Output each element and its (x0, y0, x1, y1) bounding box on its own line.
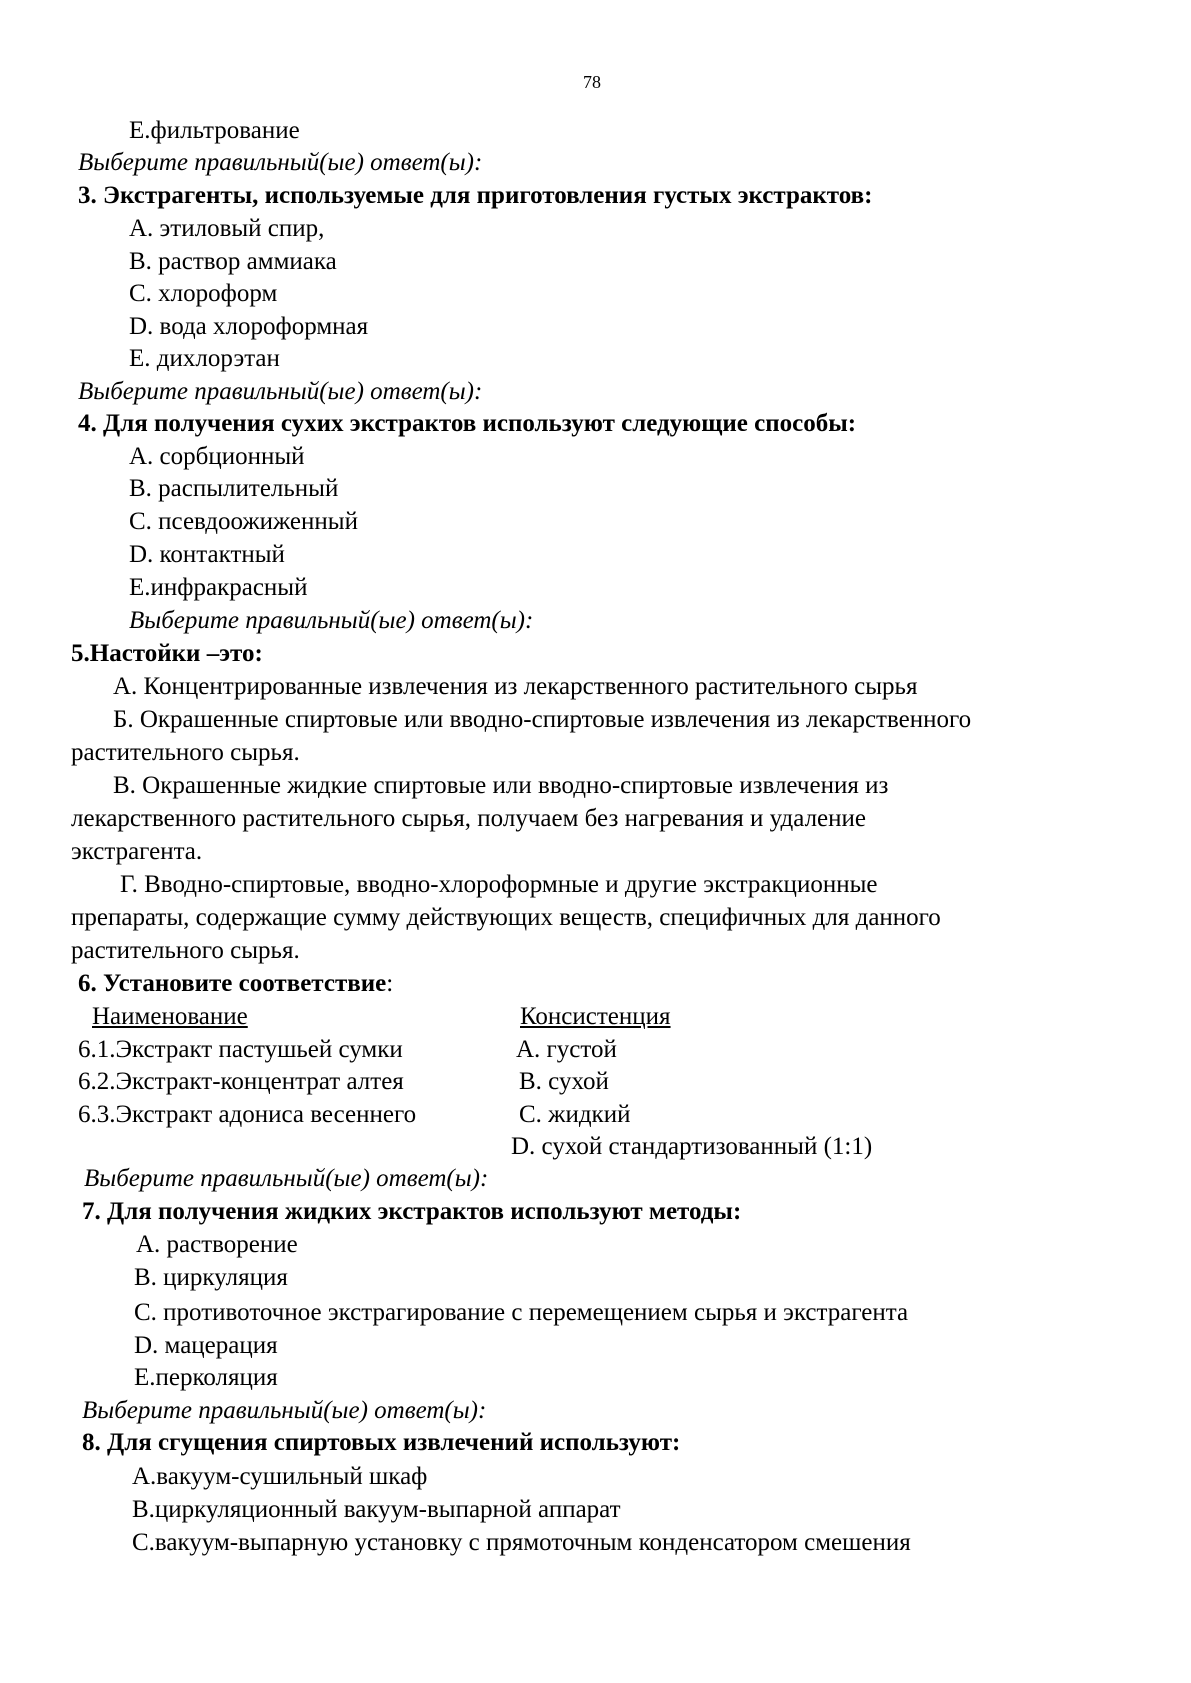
q4-option-d: D. контактный (129, 541, 285, 568)
page-number: 78 (583, 72, 601, 92)
q7-option-b: B. циркуляция (134, 1264, 288, 1291)
question-8-title (82, 1427, 680, 1459)
question-3-title (78, 180, 872, 212)
q5-option-g-line-1: Г. Вводно-спиртовые, вводно-хлороформные и другие экстракционные (120, 871, 878, 898)
q4-option-a: A. сорбционный (129, 443, 305, 470)
question-8-number: 8. (82, 1429, 101, 1456)
question-4-number: 4. (78, 410, 97, 437)
question-7-number: 7. (82, 1198, 101, 1225)
answer-prompt-q8: Выберите правильный(ые) ответ(ы): (82, 1397, 487, 1424)
question-8-text: Для сгущения спиртовых извлечений используют: (107, 1429, 681, 1456)
q5-option-v-line-3: экстрагента. (71, 838, 203, 865)
answer-prompt-q5: Выберите правильный(ые) ответ(ы): (129, 607, 534, 634)
matching-left-header: Наименование (92, 1003, 248, 1030)
question-7-title (82, 1196, 741, 1228)
question-6-colon: : (386, 970, 394, 997)
answer-prompt-q4: Выберите правильный(ые) ответ(ы): (78, 378, 483, 405)
question-5-title (71, 638, 263, 670)
q8-option-a: A.вакуум-сушильный шкаф (132, 1463, 428, 1490)
question-6-title (78, 968, 393, 1000)
answer-prompt-q3: Выберите правильный(ые) ответ(ы): (78, 149, 483, 176)
q4-option-e: E.инфракрасный (129, 574, 308, 601)
question-3-text: Экстрагенты, используемые для приготовления густых экстрактов: (103, 182, 873, 209)
q7-option-e: E.перколяция (134, 1364, 278, 1391)
matching-right-header: Консистенция (520, 1003, 671, 1030)
q3-option-e: E. дихлорэтан (129, 345, 280, 372)
q3-option-d: D. вода хлороформная (129, 313, 369, 340)
q7-option-d: D. мацерация (134, 1332, 278, 1359)
q5-option-b-line-2: растительного сырья. (71, 739, 300, 766)
q8-option-c: C.вакуум-выпарную установку с прямоточным конденсатором смешения (132, 1529, 911, 1556)
q8-option-b: B.циркуляционный вакуум-выпарной аппарат (132, 1496, 621, 1523)
question-4-text: Для получения сухих экстрактов используют следующие способы: (103, 410, 857, 437)
q7-option-a: A. растворение (136, 1231, 298, 1258)
q3-option-b: B. раствор аммиака (129, 248, 337, 275)
question-3-number: 3. (78, 182, 97, 209)
matching-right-item-a: A. густой (516, 1036, 617, 1063)
q2-option-e: E.фильтрование (129, 117, 300, 144)
matching-right-item-c: C. жидкий (519, 1101, 631, 1128)
q3-option-c: C. хлороформ (129, 280, 278, 307)
matching-left-item-1: 6.1.Экстракт пастушьей сумки (78, 1036, 403, 1063)
q5-option-g-line-3: растительного сырья. (71, 937, 300, 964)
q5-option-g-line-2: препараты, содержащие сумму действующих веществ, специфичных для данного (71, 904, 941, 931)
q5-option-v-line-2: лекарственного растительного сырья, получаем без нагревания и удаление (71, 805, 866, 832)
q3-option-a: A. этиловый спир, (129, 215, 325, 242)
q5-option-a-line-1: А. Концентрированные извлечения из лекарственного растительного сырья (113, 673, 918, 700)
q7-option-c: C. противоточное экстрагирование с перемещением сырья и экстрагента (134, 1299, 909, 1326)
answer-prompt-q7: Выберите правильный(ые) ответ(ы): (84, 1165, 489, 1192)
q5-option-b-line-1: Б. Окрашенные спиртовые или вводно-спиртовые извлечения из лекарственного (113, 706, 972, 733)
question-6-text: Установите соответствие (103, 970, 387, 997)
matching-right-item-b: B. сухой (519, 1068, 609, 1095)
question-5-text: Настойки –это: (89, 640, 263, 667)
question-5-number: 5. (71, 640, 90, 667)
question-7-text: Для получения жидких экстрактов используют методы: (107, 1198, 742, 1225)
matching-right-item-d: D. сухой стандартизованный (1:1) (511, 1133, 873, 1160)
q5-option-v-line-1: В. Окрашенные жидкие спиртовые или вводно-спиртовые извлечения из (113, 772, 889, 799)
matching-left-item-2: 6.2.Экстракт-концентрат алтея (78, 1068, 404, 1095)
matching-left-item-3: 6.3.Экстракт адониса весеннего (78, 1101, 417, 1128)
question-6-number: 6. (78, 970, 97, 997)
q4-option-b: B. распылительный (129, 475, 339, 502)
question-4-title (78, 408, 856, 440)
q4-option-c: C. псевдоожиженный (129, 508, 358, 535)
